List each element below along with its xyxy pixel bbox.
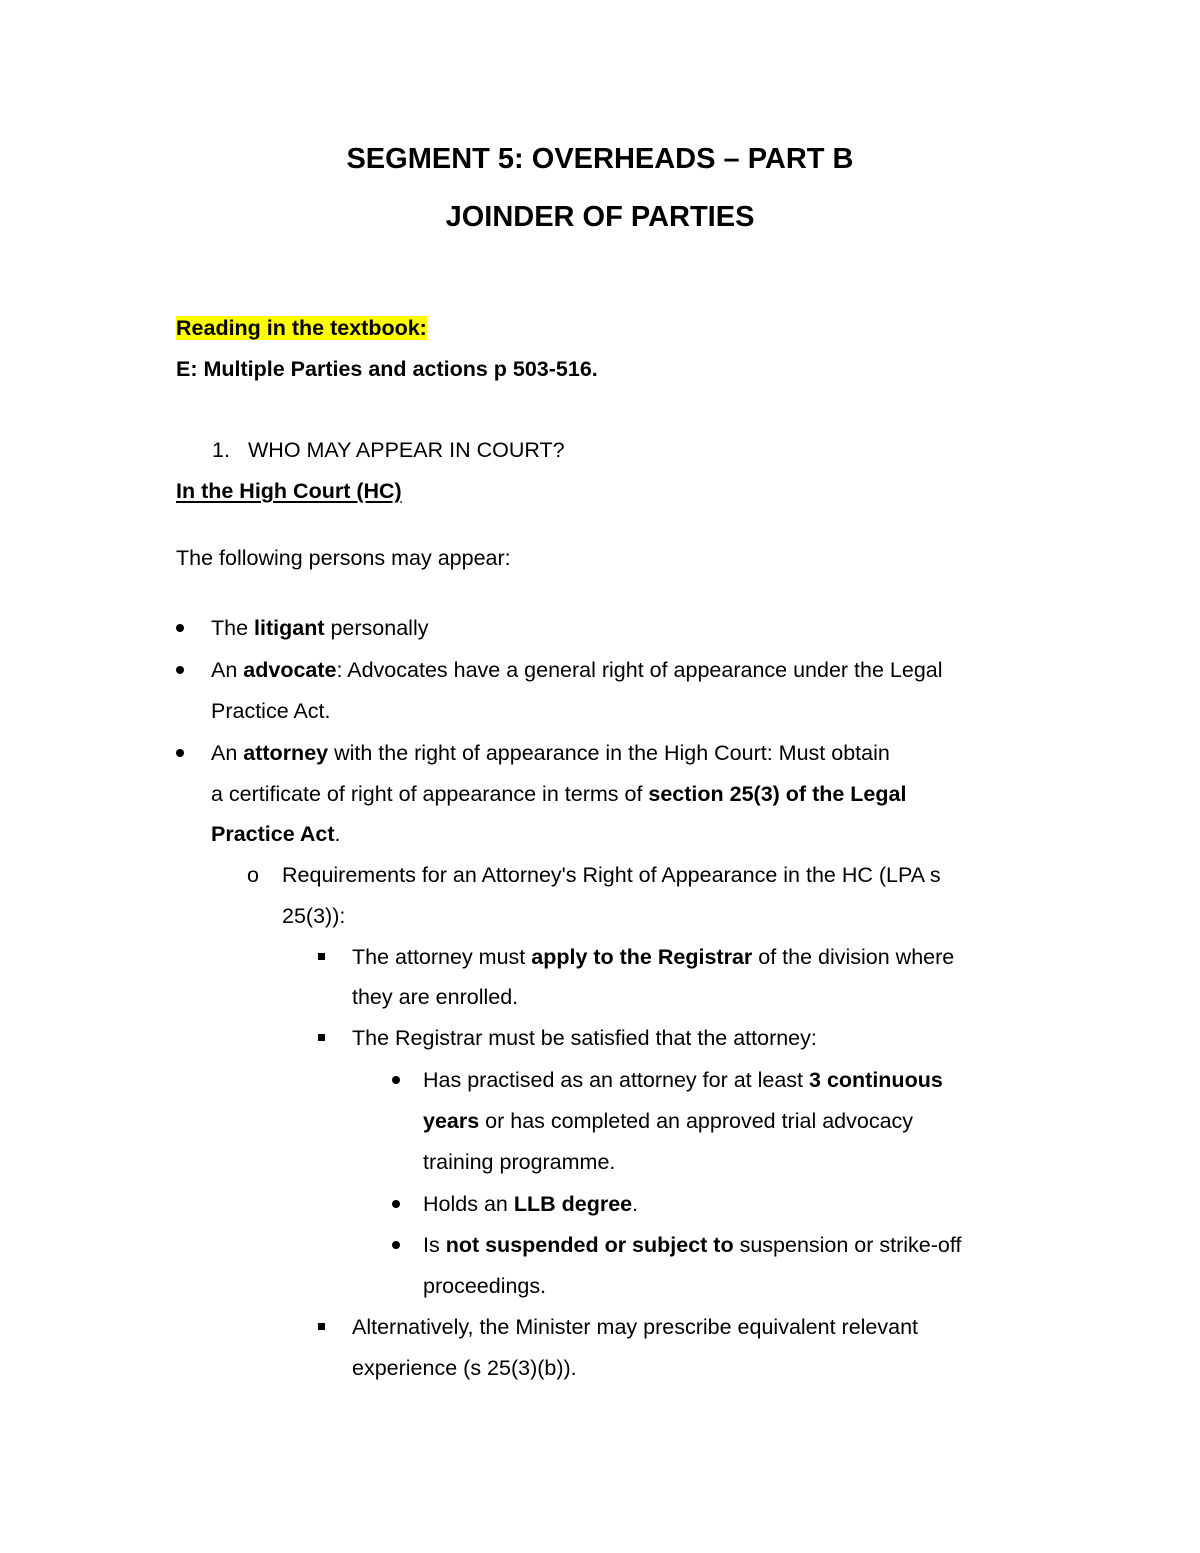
requirements-heading-cont: 25(3)): bbox=[282, 904, 346, 928]
bullet-icon bbox=[176, 666, 184, 674]
bullet-item-attorney-cont2: Practice Act. bbox=[211, 822, 341, 846]
bullet-item-attorney-cont: a certificate of right of appearance in terms of section 25(3) of the Legal bbox=[211, 782, 907, 806]
bullet-item-attorney: An attorney with the right of appearance in the High Court: Must obtain bbox=[211, 741, 890, 765]
criterion-practised-cont2: training programme. bbox=[423, 1150, 616, 1174]
requirement-minister-cont: experience (s 25(3)(b)). bbox=[352, 1356, 577, 1380]
document-subtitle: JOINDER OF PARTIES bbox=[445, 201, 755, 233]
criterion-practised: Has practised as an attorney for at least 3 continuous bbox=[423, 1068, 943, 1092]
requirement-registrar-satisfied: The Registrar must be satisfied that the attorney: bbox=[352, 1026, 817, 1050]
bullet-icon bbox=[392, 1076, 400, 1084]
requirement-minister: Alternatively, the Minister may prescribe equivalent relevant bbox=[352, 1315, 919, 1339]
bullet-item-litigant: The litigant personally bbox=[211, 616, 429, 640]
circle-bullet-icon: o bbox=[247, 863, 259, 887]
bullet-icon bbox=[176, 624, 184, 632]
section-number: 1. bbox=[212, 438, 230, 462]
bullet-icon bbox=[392, 1241, 400, 1249]
intro-text: The following persons may appear: bbox=[176, 546, 511, 570]
square-bullet-icon bbox=[318, 953, 325, 960]
reading-label: Reading in the textbook: bbox=[176, 316, 427, 340]
document-title: SEGMENT 5: OVERHEADS – PART B bbox=[346, 143, 854, 175]
requirement-apply-registrar: The attorney must apply to the Registrar of the division where bbox=[352, 945, 955, 969]
criterion-not-suspended-cont: proceedings. bbox=[423, 1274, 547, 1298]
criterion-practised-cont: years or has completed an approved trial advocacy bbox=[423, 1109, 914, 1133]
bullet-icon bbox=[176, 749, 184, 757]
bullet-item-advocate: An advocate: Advocates have a general right of appearance under the Legal bbox=[211, 658, 943, 682]
reading-reference: E: Multiple Parties and actions p 503-516. bbox=[176, 357, 598, 381]
square-bullet-icon bbox=[318, 1323, 325, 1330]
bullet-icon bbox=[392, 1200, 400, 1208]
criterion-not-suspended: Is not suspended or subject to suspension or strike-off bbox=[423, 1233, 962, 1257]
bullet-item-advocate-cont: Practice Act. bbox=[211, 699, 331, 723]
requirements-heading: Requirements for an Attorney's Right of Appearance in the HC (LPA s bbox=[282, 863, 941, 887]
square-bullet-icon bbox=[318, 1034, 325, 1041]
criterion-llb: Holds an LLB degree. bbox=[423, 1192, 639, 1216]
section-heading: WHO MAY APPEAR IN COURT? bbox=[248, 438, 565, 462]
section-subheading: In the High Court (HC) bbox=[176, 479, 402, 503]
requirement-apply-registrar-cont: they are enrolled. bbox=[352, 985, 519, 1009]
